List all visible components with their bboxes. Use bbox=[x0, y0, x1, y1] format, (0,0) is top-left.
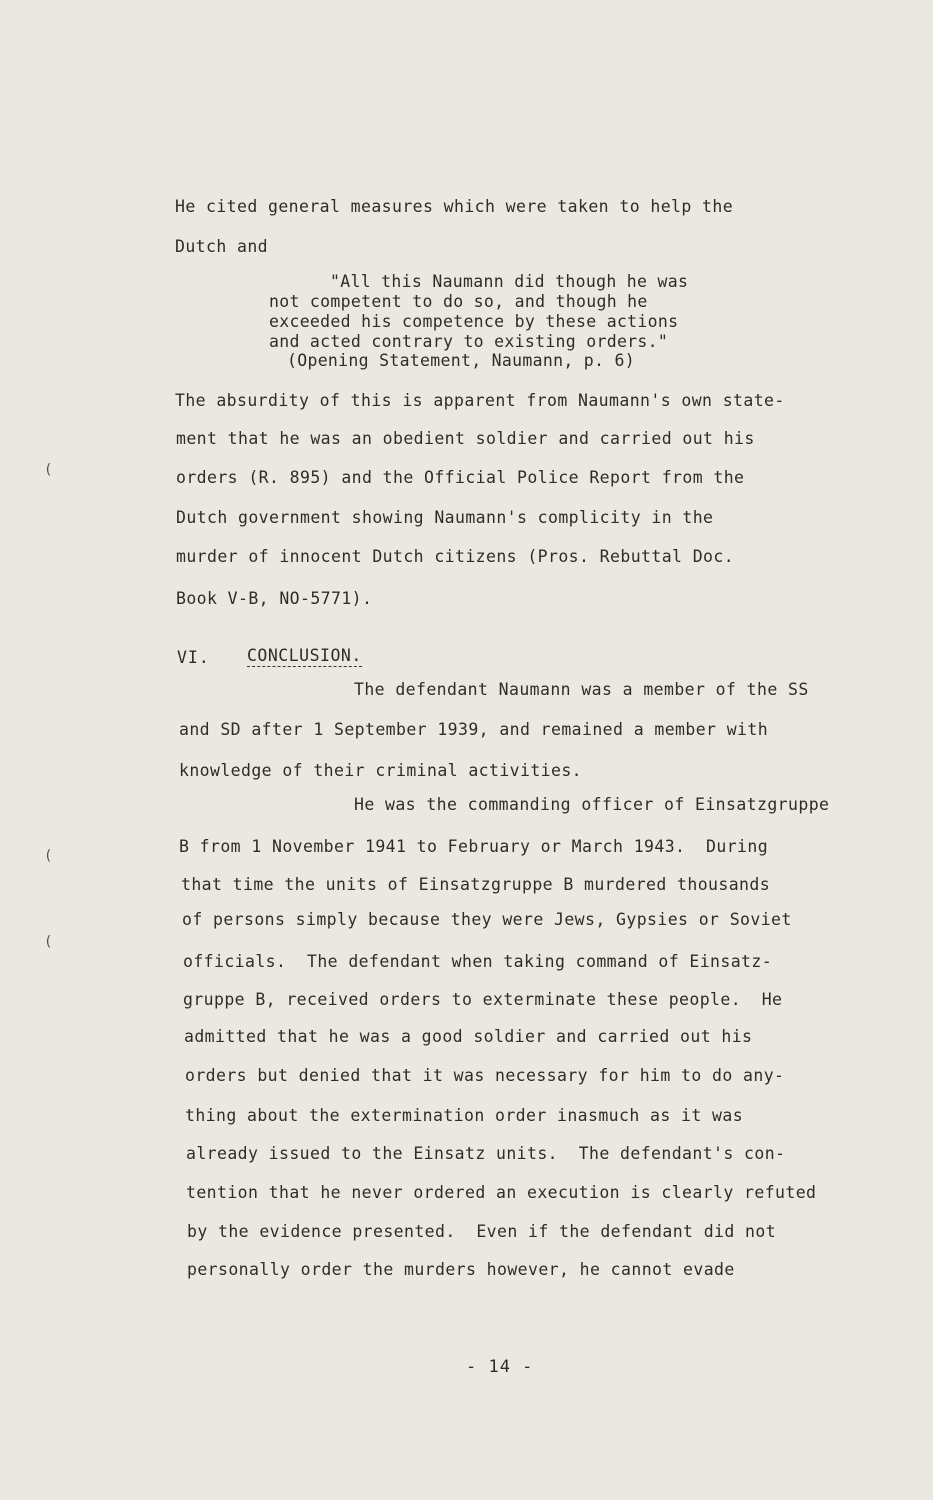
body-text-line: The defendant Naumann was a member of the SS bbox=[354, 680, 809, 699]
body-text-line: orders but denied that it was necessary for him to do any- bbox=[185, 1066, 785, 1085]
block-quote-line: exceeded his competence by these actions bbox=[269, 312, 679, 331]
body-text-line: knowledge of their criminal activities. bbox=[179, 761, 583, 780]
body-text-line: officials. The defendant when taking command of Einsatz- bbox=[183, 952, 773, 971]
body-text-line: already issued to the Einsatz units. The defendant's con- bbox=[186, 1144, 786, 1163]
page-number: - 14 - bbox=[466, 1357, 534, 1377]
body-text-line: personally order the murders however, he cannot evade bbox=[187, 1260, 735, 1279]
body-text-line: He cited general measures which were taken to help the bbox=[175, 197, 734, 216]
body-text-line: admitted that he was a good soldier and carried out his bbox=[184, 1027, 753, 1046]
body-text-line: by the evidence presented. Even if the defendant did not bbox=[187, 1222, 777, 1241]
body-text-line: that time the units of Einsatzgruppe B murdered thousands bbox=[181, 875, 771, 894]
block-quote-line: not competent to do so, and though he bbox=[269, 292, 648, 311]
section-title: CONCLUSION. bbox=[247, 646, 362, 665]
section-number: VI. bbox=[177, 648, 210, 667]
body-text-line: tention that he never ordered an execution is clearly refuted bbox=[186, 1183, 817, 1202]
body-text-line: Dutch and bbox=[175, 237, 269, 256]
block-quote-line: and acted contrary to existing orders." bbox=[269, 332, 669, 351]
body-text-line: and SD after 1 September 1939, and remained a member with bbox=[179, 720, 769, 739]
body-text-line: ment that he was an obedient soldier and carried out his bbox=[176, 429, 755, 448]
body-text-line: orders (R. 895) and the Official Police Report from the bbox=[176, 468, 745, 487]
body-text-line: murder of innocent Dutch citizens (Pros. Rebuttal Doc. bbox=[176, 547, 735, 566]
block-quote-line: "All this Naumann did though he was bbox=[330, 272, 689, 291]
block-quote-citation: (Opening Statement, Naumann, p. 6) bbox=[287, 351, 635, 370]
body-text-line: Book V-B, NO-5771). bbox=[176, 589, 373, 608]
body-text-line: He was the commanding officer of Einsatzgruppe bbox=[354, 795, 830, 814]
body-text-line: Dutch government showing Naumann's complicity in the bbox=[176, 508, 714, 527]
body-text-line: The absurdity of this is apparent from Naumann's own state- bbox=[175, 391, 785, 410]
margin-mark: ( bbox=[44, 848, 53, 864]
body-text-line: thing about the extermination order inasmuch as it was bbox=[185, 1106, 744, 1125]
margin-mark: ( bbox=[44, 934, 53, 950]
body-text-line: of persons simply because they were Jews, Gypsies or Soviet bbox=[182, 910, 792, 929]
body-text-line: B from 1 November 1941 to February or March 1943. During bbox=[179, 837, 769, 856]
margin-mark: ( bbox=[44, 462, 53, 478]
body-text-line: gruppe B, received orders to exterminate these people. He bbox=[183, 990, 783, 1009]
